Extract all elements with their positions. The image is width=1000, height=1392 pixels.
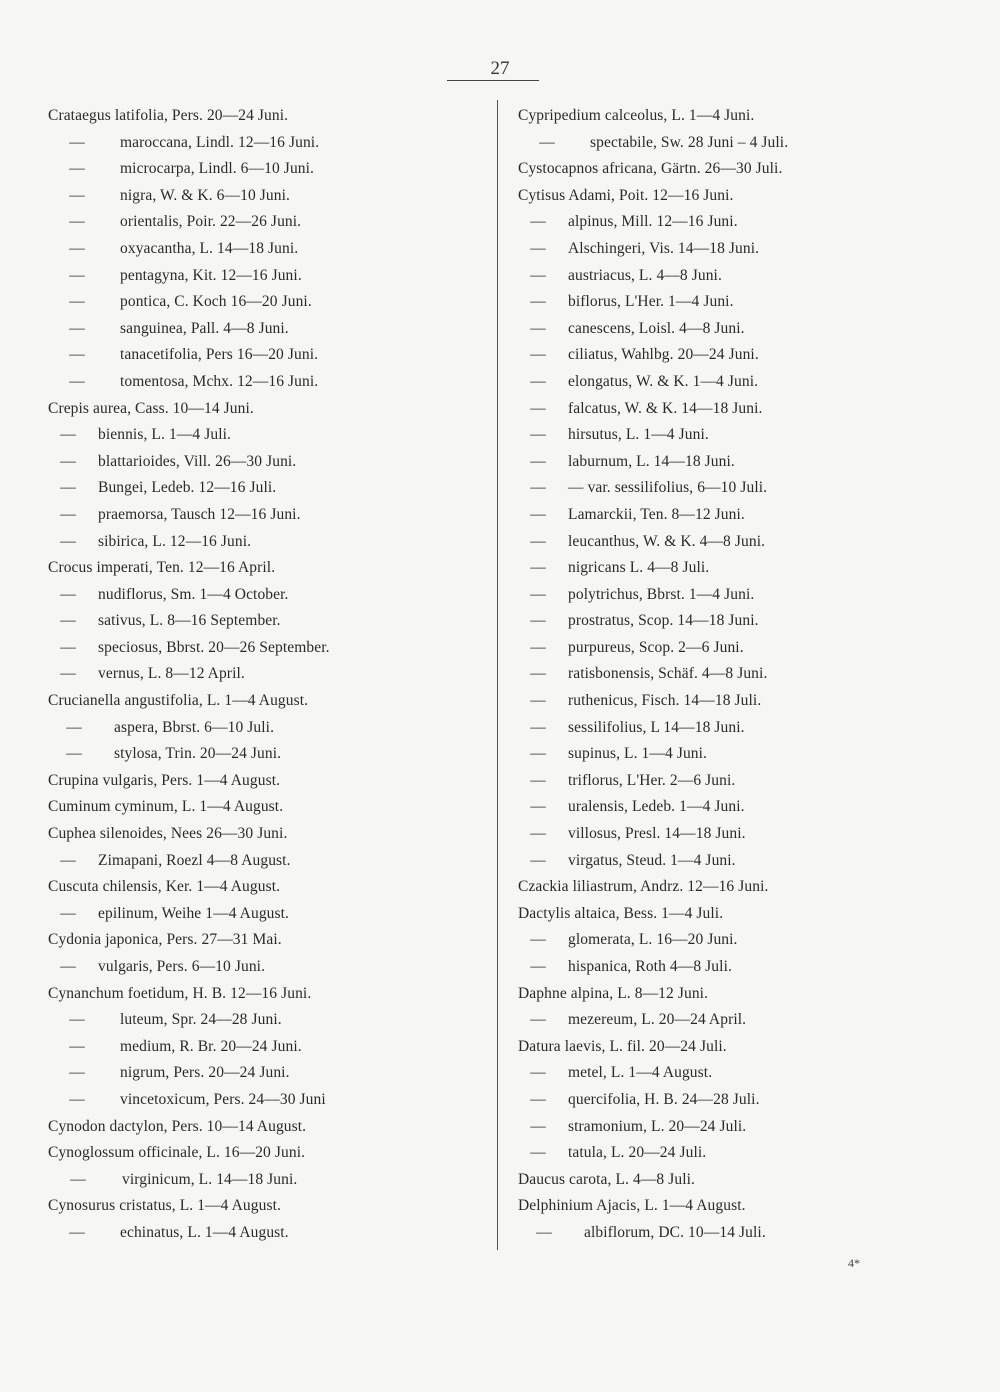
list-item <box>518 555 958 582</box>
ditto-dash: — <box>530 798 546 816</box>
entry-text: Crataegus latifolia, Pers. 20—24 Juni. <box>48 107 289 124</box>
ditto-dash: — <box>69 293 85 311</box>
entry-text: purpureus, Scop. 2—6 Juni. <box>568 638 744 656</box>
entry-text: alpinus, Mill. 12—16 Juni. <box>568 213 738 231</box>
entry-text: nudiflorus, Sm. 1—4 October. <box>98 585 289 603</box>
ditto-dash: — <box>536 1223 552 1241</box>
ditto-dash: — <box>530 612 546 630</box>
entry-text: Cuminum cyminum, L. 1—4 August. <box>48 798 284 816</box>
list-item <box>48 396 488 423</box>
entry-text: Cynanchum foetidum, H. B. 12—16 Juni. <box>48 984 312 1002</box>
list-item <box>48 794 488 821</box>
list-item <box>518 635 958 662</box>
entry-text: Crucianella angustifolia, L. 1—4 August. <box>48 692 309 710</box>
entry-text: Datura laevis, L. fil. 20—24 Juli. <box>518 1037 727 1055</box>
list-item <box>48 688 488 715</box>
list-item <box>48 209 488 236</box>
list-item <box>48 316 488 343</box>
list-item <box>518 608 958 635</box>
entry-text: Cynosurus cristatus, L. 1—4 August. <box>48 1197 281 1215</box>
entry-text: spectabile, Sw. 28 Juni – 4 Juli. <box>590 133 789 151</box>
list-item <box>518 183 958 210</box>
ditto-dash: — <box>69 1223 85 1241</box>
list-item <box>518 927 958 954</box>
ditto-dash: — <box>530 293 546 311</box>
entry-text: nigricans L. 4—8 Juli. <box>568 559 710 577</box>
entry-text: Alschingeri, Vis. 14—18 Juni. <box>568 239 760 257</box>
list-item <box>48 901 488 928</box>
ditto-dash: — <box>69 213 85 231</box>
list-item <box>48 263 488 290</box>
list-item <box>518 130 958 157</box>
ditto-dash: — <box>60 479 76 497</box>
ditto-dash: — <box>66 718 82 736</box>
ditto-dash: — <box>530 745 546 763</box>
ditto-dash: — <box>530 771 546 789</box>
entry-text: prostratus, Scop. 14—18 Juni. <box>568 612 759 630</box>
ditto-dash: — <box>530 346 546 364</box>
entry-text: maroccana, Lindl. 12—16 Juni. <box>120 133 320 151</box>
entry-text: falcatus, W. & K. 14—18 Juni. <box>568 399 763 417</box>
entry-text: mezereum, L. 20—24 April. <box>568 1011 747 1029</box>
entry-text: Crocus imperati, Ten. 12—16 April. <box>48 559 276 577</box>
entry-text: pentagyna, Kit. 12—16 Juni. <box>120 266 302 284</box>
ditto-dash: — <box>69 1064 85 1082</box>
list-item <box>518 741 958 768</box>
ditto-dash: — <box>530 958 546 975</box>
ditto-dash: — <box>69 160 85 178</box>
entry-text: laburnum, L. 14—18 Juni. <box>568 452 735 470</box>
list-item <box>518 582 958 609</box>
entry-text: Cystocapnos africana, Gärtn. 26—30 Juli. <box>518 160 783 178</box>
ditto-dash: — <box>530 479 546 497</box>
list-item <box>48 741 488 768</box>
list-item <box>518 874 958 901</box>
ditto-dash: — <box>530 372 546 390</box>
entry-text: supinus, L. 1—4 Juni. <box>568 745 708 763</box>
list-item <box>518 715 958 742</box>
entry-text: elongatus, W. & K. 1—4 Juni. <box>568 372 759 390</box>
entry-text: triflorus, L'Her. 2—6 Juni. <box>568 771 736 789</box>
list-item <box>48 103 488 130</box>
entry-text: nigra, W. & K. 6—10 Juni. <box>120 186 290 204</box>
ditto-dash: — <box>60 851 76 869</box>
list-item <box>48 582 488 609</box>
signature-mark: 4* <box>848 1256 860 1270</box>
entry-text: vulgaris, Pers. 6—10 Juni. <box>98 958 266 975</box>
list-item <box>518 1167 958 1194</box>
ditto-dash: — <box>530 692 546 710</box>
ditto-dash: — <box>530 559 546 577</box>
list-item <box>518 688 958 715</box>
list-item <box>48 848 488 875</box>
list-item <box>518 1034 958 1061</box>
list-item <box>48 1114 488 1141</box>
entry-text: villosus, Presl. 14—18 Juni. <box>568 825 746 843</box>
ditto-dash: — <box>60 665 76 683</box>
ditto-dash: — <box>69 1037 85 1055</box>
ditto-dash: — <box>530 213 546 231</box>
entry-text: sessilifolius, L 14—18 Juni. <box>568 718 745 736</box>
ditto-dash: — <box>530 1064 546 1082</box>
page-number: 27 <box>490 58 510 79</box>
entry-text: — var. sessilifolius, 6—10 Juli. <box>568 479 768 497</box>
list-item <box>48 768 488 795</box>
list-item <box>48 635 488 662</box>
list-item <box>48 369 488 396</box>
entry-text: Cytisus Adami, Poit. 12—16 Juni. <box>518 186 734 204</box>
entry-text: pontica, C. Koch 16—20 Juni. <box>120 293 312 311</box>
ditto-dash: — <box>530 505 546 523</box>
list-item <box>518 396 958 423</box>
entry-text: metel, L. 1—4 August. <box>568 1064 713 1082</box>
entry-text: Cuphea silenoides, Nees 26—30 Juni. <box>48 825 288 843</box>
entry-text: Lamarckii, Ten. 8—12 Juni. <box>568 505 745 523</box>
list-item <box>48 1193 488 1220</box>
list-item <box>518 1140 958 1167</box>
ditto-dash: — <box>69 1090 85 1108</box>
entry-text: Cypripedium calceolus, L. 1—4 Juni. <box>518 107 755 124</box>
list-item <box>518 768 958 795</box>
ditto-dash: — <box>60 532 76 550</box>
entry-text: Czackia liliastrum, Andrz. 12—16 Juni. <box>518 878 769 896</box>
ditto-dash: — <box>530 319 546 337</box>
list-item <box>518 263 958 290</box>
list-item <box>518 661 958 688</box>
list-item <box>48 1220 488 1247</box>
entry-text: vernus, L. 8—12 April. <box>98 665 245 683</box>
entry-text: biflorus, L'Her. 1—4 Juni. <box>568 293 734 311</box>
entry-text: Crepis aurea, Cass. 10—14 Juni. <box>48 399 254 417</box>
list-item <box>518 475 958 502</box>
entry-text: sanguinea, Pall. 4—8 Juni. <box>120 319 289 337</box>
list-item <box>518 316 958 343</box>
ditto-dash: — <box>69 186 85 204</box>
entry-text: polytrichus, Bbrst. 1—4 Juni. <box>568 585 755 603</box>
list-item <box>518 156 958 183</box>
list-item <box>48 1007 488 1034</box>
list-item <box>518 236 958 263</box>
list-item <box>518 209 958 236</box>
list-item <box>518 981 958 1008</box>
header-rule <box>447 80 539 81</box>
list-item <box>518 1060 958 1087</box>
entry-text: ratisbonensis, Schäf. 4—8 Juni. <box>568 665 768 683</box>
list-item <box>48 236 488 263</box>
entry-text: tomentosa, Mchx. 12—16 Juni. <box>120 372 319 390</box>
ditto-dash: — <box>69 372 85 390</box>
ditto-dash: — <box>69 239 85 257</box>
ditto-dash: — <box>60 505 76 523</box>
list-item <box>518 289 958 316</box>
ditto-dash: — <box>530 1144 546 1162</box>
list-item <box>48 821 488 848</box>
list-item <box>48 608 488 635</box>
list-item <box>48 954 488 981</box>
list-item <box>48 715 488 742</box>
entry-text: Crupina vulgaris, Pers. 1—4 August. <box>48 771 281 789</box>
list-item <box>518 794 958 821</box>
entry-text: Cydonia japonica, Pers. 27—31 Mai. <box>48 931 282 949</box>
entry-text: stylosa, Trin. 20—24 Juni. <box>114 745 282 763</box>
ditto-dash: — <box>530 718 546 736</box>
ditto-dash: — <box>530 1117 546 1135</box>
entry-text: Cuscuta chilensis, Ker. 1—4 August. <box>48 878 281 896</box>
list-item <box>48 449 488 476</box>
list-item <box>48 1087 488 1114</box>
ditto-dash: — <box>530 1090 546 1108</box>
entry-text: medium, R. Br. 20—24 Juni. <box>120 1037 302 1055</box>
list-item <box>518 821 958 848</box>
entry-text: canescens, Loisl. 4—8 Juni. <box>568 319 745 337</box>
list-item <box>48 1060 488 1087</box>
list-item <box>518 901 958 928</box>
entry-text: luteum, Spr. 24—28 Juni. <box>120 1011 282 1029</box>
entry-text: Delphinium Ajacis, L. 1—4 August. <box>518 1197 746 1215</box>
ditto-dash: — <box>539 133 555 151</box>
list-item <box>48 1140 488 1167</box>
entry-text: tatula, L. 20—24 Juli. <box>568 1144 707 1162</box>
entry-text: nigrum, Pers. 20—24 Juni. <box>120 1064 290 1082</box>
list-item <box>48 289 488 316</box>
ditto-dash: — <box>60 452 76 470</box>
ditto-dash: — <box>60 426 76 444</box>
ditto-dash: — <box>60 585 76 603</box>
entry-text: Daphne alpina, L. 8—12 Juni. <box>518 984 709 1002</box>
list-item <box>48 156 488 183</box>
ditto-dash: — <box>60 904 76 922</box>
ditto-dash: — <box>530 1011 546 1029</box>
list-item <box>48 981 488 1008</box>
ditto-dash: — <box>69 346 85 364</box>
entry-text: virgatus, Steud. 1—4 Juni. <box>568 851 736 869</box>
ditto-dash: — <box>69 1011 85 1029</box>
ditto-dash: — <box>530 239 546 257</box>
ditto-dash: — <box>69 266 85 284</box>
entry-text: albiflorum, DC. 10—14 Juli. <box>584 1223 766 1241</box>
entry-text: praemorsa, Tausch 12—16 Juni. <box>98 505 301 523</box>
entry-text: Cynoglossum officinale, L. 16—20 Juni. <box>48 1144 306 1162</box>
entry-text: Dactylis altaica, Bess. 1—4 Juli. <box>518 904 724 922</box>
entry-text: orientalis, Poir. 22—26 Juni. <box>120 213 302 231</box>
entry-text: ciliatus, Wahlbg. 20—24 Juni. <box>568 346 759 364</box>
list-item <box>518 449 958 476</box>
entry-text: hirsutus, L. 1—4 Juni. <box>568 426 709 444</box>
entry-text: biennis, L. 1—4 Juli. <box>98 426 231 444</box>
entry-text: blattarioides, Vill. 26—30 Juni. <box>98 452 297 470</box>
ditto-dash: — <box>530 931 546 949</box>
entry-text: sibirica, L. 12—16 Juni. <box>98 532 252 550</box>
entry-text: speciosus, Bbrst. 20—26 September. <box>98 638 330 656</box>
ditto-dash: — <box>530 665 546 683</box>
list-item <box>518 103 958 130</box>
ditto-dash: — <box>66 745 82 763</box>
ditto-dash: — <box>69 133 85 151</box>
ditto-dash: — <box>530 399 546 417</box>
list-item <box>48 874 488 901</box>
entry-text: sativus, L. 8—16 September. <box>98 612 281 630</box>
list-item <box>48 130 488 157</box>
list-item <box>518 502 958 529</box>
ditto-dash: — <box>530 825 546 843</box>
list-item <box>518 1087 958 1114</box>
list-item <box>48 1034 488 1061</box>
ditto-dash: — <box>530 638 546 656</box>
ditto-dash: — <box>70 1170 86 1188</box>
list-item <box>48 183 488 210</box>
entry-text: microcarpa, Lindl. 6—10 Juni. <box>120 160 315 178</box>
ditto-dash: — <box>60 612 76 630</box>
entry-text: Cynodon dactylon, Pers. 10—14 August. <box>48 1117 307 1135</box>
entry-text: austriacus, L. 4—8 Juni. <box>568 266 722 284</box>
list-item <box>48 475 488 502</box>
column-divider <box>497 100 498 1250</box>
entry-text: virginicum, L. 14—18 Juni. <box>122 1170 298 1188</box>
ditto-dash: — <box>530 266 546 284</box>
entry-text: hispanica, Roth 4—8 Juli. <box>568 958 732 975</box>
list-item <box>518 342 958 369</box>
ditto-dash: — <box>530 452 546 470</box>
list-item <box>518 1193 958 1220</box>
ditto-dash: — <box>530 532 546 550</box>
list-item <box>48 927 488 954</box>
list-item <box>48 342 488 369</box>
list-item <box>518 848 958 875</box>
entry-text: epilinum, Weihe 1—4 August. <box>98 904 290 922</box>
list-item <box>48 502 488 529</box>
list-item <box>518 1114 958 1141</box>
ditto-dash: — <box>530 426 546 444</box>
entry-text: Daucus carota, L. 4—8 Juli. <box>518 1170 696 1188</box>
entry-text: vincetoxicum, Pers. 24—30 Juni <box>120 1090 326 1108</box>
list-item <box>48 661 488 688</box>
entry-text: Bungei, Ledeb. 12—16 Juli. <box>98 479 277 497</box>
list-item <box>48 422 488 449</box>
entry-text: echinatus, L. 1—4 August. <box>120 1223 289 1241</box>
entry-text: quercifolia, H. B. 24—28 Juli. <box>568 1090 760 1108</box>
list-item <box>518 954 958 981</box>
right-column <box>518 103 958 1247</box>
entry-text: oxyacantha, L. 14—18 Juni. <box>120 239 299 257</box>
list-item <box>518 1220 958 1247</box>
list-item <box>518 422 958 449</box>
list-item <box>518 1007 958 1034</box>
ditto-dash: — <box>69 319 85 337</box>
list-item <box>48 555 488 582</box>
entry-text: uralensis, Ledeb. 1—4 Juni. <box>568 798 745 816</box>
left-column <box>48 103 488 1247</box>
list-item <box>48 1167 488 1194</box>
entry-text: glomerata, L. 16—20 Juni. <box>568 931 738 949</box>
list-item <box>518 529 958 556</box>
entry-text: Zimapani, Roezl 4—8 August. <box>98 851 291 869</box>
entry-text: ruthenicus, Fisch. 14—18 Juli. <box>568 692 762 710</box>
entry-text: leucanthus, W. & K. 4—8 Juni. <box>568 532 766 550</box>
entry-text: stramonium, L. 20—24 Juli. <box>568 1117 747 1135</box>
ditto-dash: — <box>530 851 546 869</box>
ditto-dash: — <box>60 638 76 656</box>
entry-text: tanacetifolia, Pers 16—20 Juni. <box>120 346 319 364</box>
ditto-dash: — <box>530 585 546 603</box>
entry-text: aspera, Bbrst. 6—10 Juli. <box>114 718 275 736</box>
list-item <box>518 369 958 396</box>
list-item <box>48 529 488 556</box>
ditto-dash: — <box>60 958 76 975</box>
